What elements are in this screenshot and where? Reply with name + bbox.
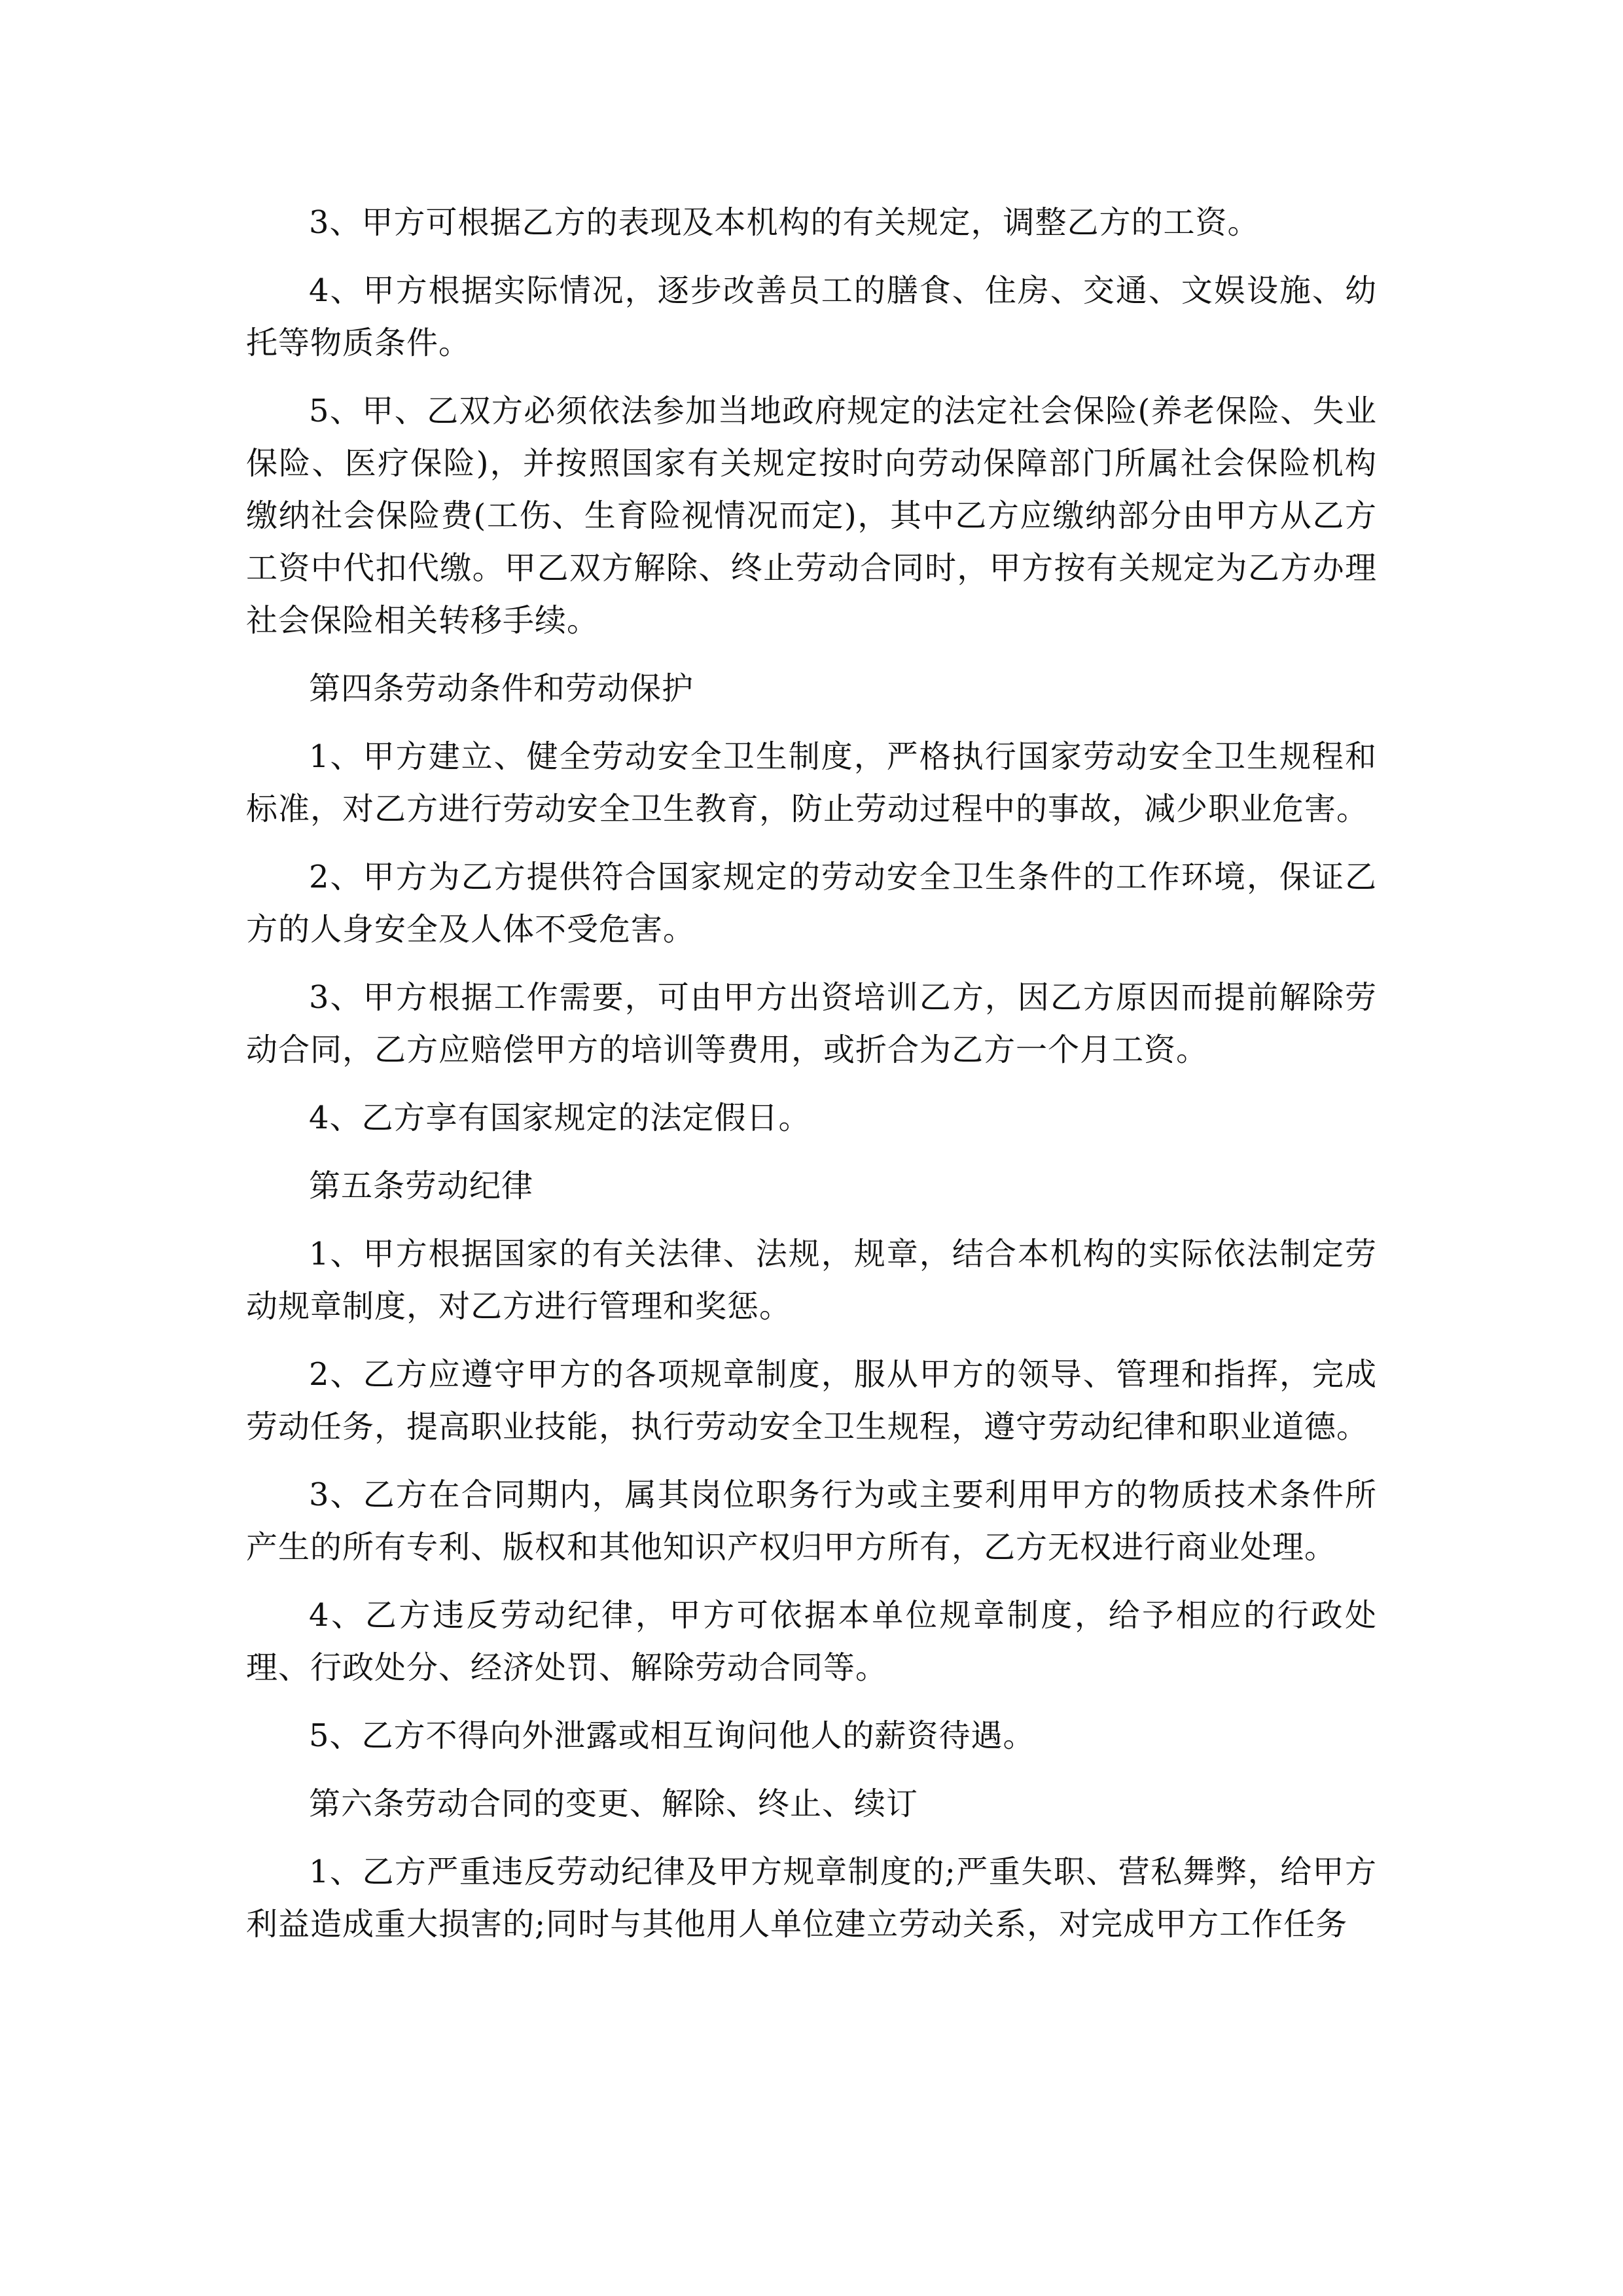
paragraph-holidays: 4、乙方享有国家规定的法定假日。	[309, 1100, 811, 1136]
paragraph-compliance: 2、乙方应遵守甲方的各项规章制度，服从甲方的领导、管理和指挥，完成劳动任务，提高职业技能，执行劳动安全卫生规程，遵守劳动纪律和职业道德。	[246, 1356, 1377, 1445]
paragraph-rules-making: 1、甲方根据国家的有关法律、法规，规章，结合本机构的实际依法制定劳动规章制度，对乙方进行管理和奖惩。	[246, 1236, 1377, 1325]
paragraph-termination-conditions: 1、乙方严重违反劳动纪律及甲方规章制度的;严重失职、营私舞弊，给甲方利益造成重大损害的;同时与其他用人单位建立劳动关系，对完成甲方工作任务	[246, 1854, 1377, 1943]
section-heading-article-5: 第五条劳动纪律	[309, 1168, 534, 1204]
paragraph-social-insurance: 5、甲、乙双方必须依法参加当地政府规定的法定社会保险(养老保险、失业保险、医疗保险)，并按照国家有关规定按时向劳动保障部门所属社会保险机构缴纳社会保险费(工伤、生育险视情况而定)，其中乙方应缴纳部分由甲方从乙方工资中代扣代缴。甲乙双方解除、终止劳动合同时，甲方按有关规定为乙方办理社会保险相关转移手续。	[246, 393, 1377, 639]
section-heading-article-6: 第六条劳动合同的变更、解除、终止、续订	[309, 1785, 919, 1822]
document-page	[246, 196, 1377, 1966]
paragraph-training: 3、甲方根据工作需要，可由甲方出资培训乙方，因乙方原因而提前解除劳动合同，乙方应赔偿甲方的培训等费用，或折合为乙方一个月工资。	[246, 979, 1377, 1068]
paragraph-intellectual-property: 3、乙方在合同期内，属其岗位职务行为或主要利用甲方的物质技术条件所产生的所有专利、版权和其他知识产权归甲方所有，乙方无权进行商业处理。	[246, 1477, 1377, 1566]
paragraph-salary-confidentiality: 5、乙方不得向外泄露或相互询问他人的薪资待遇。	[309, 1717, 1035, 1754]
paragraph-safety-system: 1、甲方建立、健全劳动安全卫生制度，严格执行国家劳动安全卫生规程和标准，对乙方进行劳动安全卫生教育，防止劳动过程中的事故，减少职业危害。	[246, 738, 1377, 827]
paragraph-work-environment: 2、甲方为乙方提供符合国家规定的劳动安全卫生条件的工作环境，保证乙方的人身安全及人体不受危害。	[246, 859, 1377, 948]
paragraph-living-conditions: 4、甲方根据实际情况，逐步改善员工的膳食、住房、交通、文娱设施、幼托等物质条件。	[246, 272, 1377, 361]
paragraph-wage-adjustment: 3、甲方可根据乙方的表现及本机构的有关规定，调整乙方的工资。	[309, 204, 1260, 241]
section-heading-article-4: 第四条劳动条件和劳动保护	[309, 670, 694, 707]
paragraph-discipline-violation: 4、乙方违反劳动纪律，甲方可依据本单位规章制度，给予相应的行政处理、行政处分、经济处罚、解除劳动合同等。	[246, 1597, 1377, 1686]
